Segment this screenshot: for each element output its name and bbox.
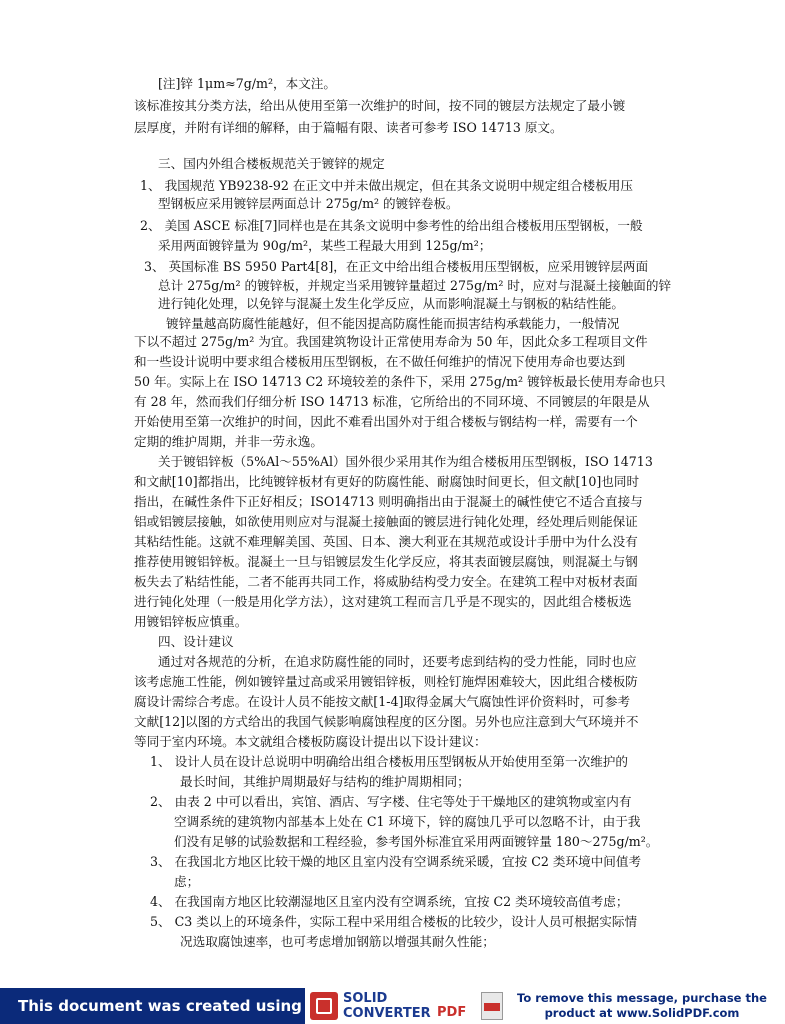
list-item-2-cont: 采用两面镀锌量为 90g/m²，某些工程最大用到 125g/m²；	[158, 238, 492, 253]
paragraph-line: 和一些设计说明中要求组合楼板用压型钢板，在不做任何维护的情况下使用寿命也要达到	[134, 354, 626, 369]
suggestion-2: 2、 由表 2 中可以看出，宾馆、酒店、写字楼、住宅等处于干燥地区的建筑物或室内有	[150, 794, 632, 809]
paragraph-line: 板失去了粘结性能，二者不能再共同工作，将威胁结构受力安全。在建筑工程中对板材表面	[134, 574, 638, 589]
logo-pdf: PDF	[437, 1005, 467, 1020]
list-item-3-cont: 进行钝化处理，以免锌与混凝土发生化学反应，从而影响混凝土与钢板的粘结性能。	[158, 296, 624, 311]
paragraph-line: 开始使用至第一次维护的时间，因此不难看出国外对于组合楼板与钢结构一样，需要有一个	[134, 414, 638, 429]
paragraph-line: 用镀铝锌板应慎重。	[134, 614, 248, 629]
suggestion-3: 3、 在我国北方地区比较干燥的地区且室内没有空调系统采暖，宜按 C2 类环境中间值考	[150, 854, 642, 869]
paragraph-line: 关于镀铝锌板（5%Al～55%Al）国外很少采用其作为组合楼板用压型钢板，ISO 14713	[158, 454, 653, 469]
suggestion-1-cont: 最长时间，其维护周期最好与结构的维护周期相同；	[180, 774, 470, 789]
suggestion-1: 1、 设计人员在设计总说明中明确给出组合楼板用压型钢板从开始使用至第一次维护的	[150, 754, 628, 769]
paragraph-line: 下以不超过 275g/m² 为宜。我国建筑物设计正常使用寿命为 50 年，因此众多工程项目文件	[134, 334, 648, 349]
paragraph-line: 该考虑施工性能，例如镀锌量过高或采用镀铝锌板，则栓钉施焊困难较大，因此组合楼板防	[134, 674, 638, 689]
section-heading-3: 三、国内外组合楼板规范关于镀锌的规定	[158, 156, 385, 171]
list-item-2: 2、 美国 ASCE 标准[7]同样也是在其条文说明中参考性的给出组合楼板用压型钢板，一般	[140, 218, 643, 233]
logo-line1: SOLID	[343, 991, 388, 1006]
banner-right-text[interactable]	[512, 991, 772, 1021]
paragraph-line: 进行钝化处理（一般是用化学方法），这对建筑工程而言几乎是不现实的，因此组合楼板选	[134, 594, 632, 609]
solid-converter-logo-icon	[310, 992, 338, 1020]
banner-url-line[interactable]: product at www.SolidPDF.com	[544, 1006, 740, 1020]
suggestion-5-cont: 况选取腐蚀速率，也可考虑增加钢筋以增强其耐久性能；	[180, 934, 495, 949]
paragraph-line: 推荐使用镀铝锌板。混凝土一旦与铝镀层发生化学反应，将其表面镀层腐蚀，则混凝土与钢	[134, 554, 638, 569]
paragraph-line: 该标准按其分类方法，给出从使用至第一次维护的时间，按不同的镀层方法规定了最小镀	[134, 98, 626, 113]
paragraph-line: 层厚度，并附有详细的解释，由于篇幅有限、读者可参考 ISO 14713 原文。	[134, 120, 563, 135]
paragraph-line: 其粘结性能。这就不难理解美国、英国、日本、澳大利亚在其规范或设计手册中为什么没有	[134, 534, 638, 549]
note-line: [注]锌 1μm≈7g/m²，本文注。	[158, 76, 336, 91]
suggestion-3-cont: 虑；	[174, 874, 200, 889]
suggestion-4: 4、 在我国南方地区比较潮湿地区且室内没有空调系统，宜按 C2 类环境较高值考虑；	[150, 894, 629, 909]
paragraph-line: 50 年。实际上在 ISO 14713 C2 环境较差的条件下，采用 275g/m² 镀锌板最长使用寿命也只	[134, 374, 666, 389]
pdf-file-icon	[481, 992, 503, 1020]
banner-purchase-line: To remove this message, purchase the	[517, 991, 767, 1005]
paragraph-line: 和文献[10]都指出，比纯镀锌板材有更好的防腐性能、耐腐蚀时间更长，但文献[10]也同时	[134, 474, 640, 489]
paragraph-line: 有 28 年，然而我们仔细分析 ISO 14713 标准，它所给出的不同环境、不同镀层的年限是从	[134, 394, 650, 409]
list-item-3: 3、 英国标准 BS 5950 Part4[8]，在正文中给出组合楼板用压型钢板，应采用镀锌层两面	[144, 259, 649, 274]
list-item-1-cont: 型钢板应采用镀锌层两面总计 275g/m² 的镀锌卷板。	[158, 196, 459, 211]
paragraph-line: 文献[12]以图的方式给出的我国气候影响腐蚀程度的区分图。另外也应注意到大气环境并不	[134, 714, 639, 729]
section-heading-4: 四、设计建议	[158, 634, 234, 649]
list-item-3-cont: 总计 275g/m² 的镀锌板，并规定当采用镀锌量超过 275g/m² 时，应对与混凝土接触面的锌	[158, 278, 672, 293]
list-item-1: 1、 我国规范 YB9238-92 在正文中并未做出规定，但在其条文说明中规定组合楼板用压	[140, 178, 633, 193]
suggestion-2-cont: 们没有足够的试验数据和工程经验，参考国外标准宜采用两面镀锌量 180～275g/m²。	[174, 834, 659, 849]
suggestion-5: 5、 C3 类以上的环境条件，实际工程中采用组合楼板的比较少，设计人员可根据实际情	[150, 914, 638, 929]
converter-banner	[0, 988, 785, 1024]
paragraph-line: 指出，在碱性条件下正好相反；ISO14713 则明确指出由于混凝土的碱性使它不适合直接与	[134, 494, 643, 509]
paragraph-line: 等同于室内环境。本文就组合楼板防腐设计提出以下设计建议：	[134, 734, 487, 749]
paragraph-line: 腐设计需综合考虑。在设计人员不能按文献[1-4]取得金属大气腐蚀性评价资料时，可参考	[134, 694, 631, 709]
paragraph-line: 定期的维护周期，并非一劳永逸。	[134, 434, 323, 449]
logo-wordmark	[343, 991, 431, 1021]
logo-line2: CONVERTER	[343, 1006, 431, 1021]
paragraph-line: 通过对各规范的分析，在追求防腐性能的同时，还要考虑到结构的受力性能，同时也应	[158, 654, 637, 669]
suggestion-2-cont: 空调系统的建筑物内部基本上处在 C1 环境下，锌的腐蚀几乎可以忽略不计，由于我	[174, 814, 641, 829]
paragraph-line: 镀锌量越高防腐性能越好，但不能因提高防腐性能而损害结构承载能力，一般情况	[166, 316, 620, 331]
paragraph-line: 铝或铝镀层接触，如欲使用则应对与混凝土接触面的镀层进行钝化处理，经处理后则能保证	[134, 514, 638, 529]
banner-left-text: This document was created using	[0, 988, 305, 1024]
